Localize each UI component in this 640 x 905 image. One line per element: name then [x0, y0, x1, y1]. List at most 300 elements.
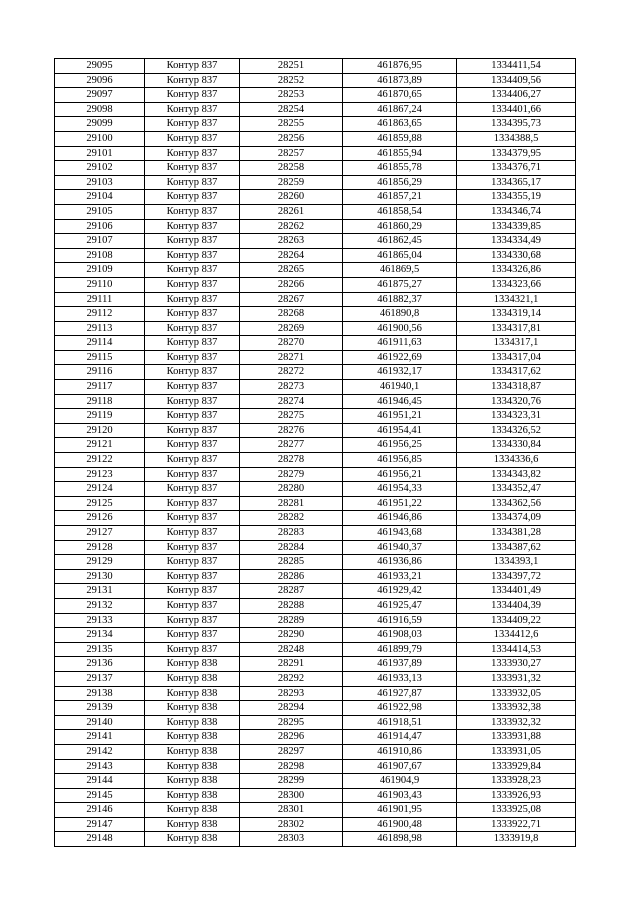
- point-number-cell: 28284: [240, 540, 343, 555]
- x-coordinate-cell: 461927,87: [343, 686, 457, 701]
- y-coordinate-cell: 1334317,1: [457, 336, 576, 351]
- row-number-cell: 29128: [55, 540, 145, 555]
- table-row: [55, 803, 576, 818]
- contour-name-cell: Контур 837: [145, 365, 240, 380]
- point-number-cell: 28288: [240, 598, 343, 613]
- contour-name-cell: Контур 838: [145, 803, 240, 818]
- y-coordinate-cell: 1334395,73: [457, 117, 576, 132]
- row-number-cell: 29113: [55, 321, 145, 336]
- contour-name-cell: Контур 838: [145, 817, 240, 832]
- y-coordinate-cell: 1334387,62: [457, 540, 576, 555]
- point-number-cell: 28287: [240, 584, 343, 599]
- contour-name-cell: Контур 837: [145, 219, 240, 234]
- point-number-cell: 28285: [240, 555, 343, 570]
- x-coordinate-cell: 461946,45: [343, 394, 457, 409]
- table-row: [55, 715, 576, 730]
- x-coordinate-cell: 461876,95: [343, 59, 457, 74]
- row-number-cell: 29098: [55, 102, 145, 117]
- x-coordinate-cell: 461943,68: [343, 526, 457, 541]
- contour-name-cell: Контур 837: [145, 234, 240, 249]
- x-coordinate-cell: 461951,21: [343, 409, 457, 424]
- contour-name-cell: Контур 837: [145, 59, 240, 74]
- contour-name-cell: Контур 837: [145, 526, 240, 541]
- table-row: [55, 686, 576, 701]
- x-coordinate-cell: 461907,67: [343, 759, 457, 774]
- x-coordinate-cell: 461865,04: [343, 248, 457, 263]
- point-number-cell: 28290: [240, 628, 343, 643]
- contour-name-cell: Контур 837: [145, 409, 240, 424]
- point-number-cell: 28294: [240, 701, 343, 716]
- point-number-cell: 28289: [240, 613, 343, 628]
- y-coordinate-cell: 1334409,22: [457, 613, 576, 628]
- point-number-cell: 28264: [240, 248, 343, 263]
- table-row: [55, 190, 576, 205]
- contour-name-cell: Контур 837: [145, 277, 240, 292]
- x-coordinate-cell: 461867,24: [343, 102, 457, 117]
- y-coordinate-cell: 1333929,84: [457, 759, 576, 774]
- contour-name-cell: Контур 837: [145, 394, 240, 409]
- table-row: [55, 730, 576, 745]
- y-coordinate-cell: 1334365,17: [457, 175, 576, 190]
- point-number-cell: 28291: [240, 657, 343, 672]
- x-coordinate-cell: 461933,21: [343, 569, 457, 584]
- y-coordinate-cell: 1334414,53: [457, 642, 576, 657]
- contour-name-cell: Контур 838: [145, 686, 240, 701]
- table-row: [55, 131, 576, 146]
- row-number-cell: 29097: [55, 88, 145, 103]
- row-number-cell: 29118: [55, 394, 145, 409]
- x-coordinate-cell: 461956,25: [343, 438, 457, 453]
- row-number-cell: 29096: [55, 73, 145, 88]
- table-row: [55, 453, 576, 468]
- y-coordinate-cell: 1333928,23: [457, 774, 576, 789]
- y-coordinate-cell: 1334376,71: [457, 161, 576, 176]
- x-coordinate-cell: 461929,42: [343, 584, 457, 599]
- contour-name-cell: Контур 838: [145, 759, 240, 774]
- point-number-cell: 28253: [240, 88, 343, 103]
- y-coordinate-cell: 1333932,05: [457, 686, 576, 701]
- y-coordinate-cell: 1334388,5: [457, 131, 576, 146]
- contour-name-cell: Контур 838: [145, 788, 240, 803]
- row-number-cell: 29121: [55, 438, 145, 453]
- table-body: [55, 59, 576, 847]
- x-coordinate-cell: 461910,86: [343, 744, 457, 759]
- x-coordinate-cell: 461900,48: [343, 817, 457, 832]
- contour-name-cell: Контур 837: [145, 642, 240, 657]
- table-row: [55, 248, 576, 263]
- row-number-cell: 29142: [55, 744, 145, 759]
- contour-name-cell: Контур 838: [145, 832, 240, 847]
- x-coordinate-cell: 461954,33: [343, 482, 457, 497]
- point-number-cell: 28293: [240, 686, 343, 701]
- y-coordinate-cell: 1334397,72: [457, 569, 576, 584]
- row-number-cell: 29106: [55, 219, 145, 234]
- contour-name-cell: Контур 837: [145, 555, 240, 570]
- table-row: [55, 671, 576, 686]
- coordinates-table: [54, 58, 576, 847]
- row-number-cell: 29141: [55, 730, 145, 745]
- point-number-cell: 28296: [240, 730, 343, 745]
- x-coordinate-cell: 461904,9: [343, 774, 457, 789]
- x-coordinate-cell: 461918,51: [343, 715, 457, 730]
- row-number-cell: 29122: [55, 453, 145, 468]
- y-coordinate-cell: 1334401,49: [457, 584, 576, 599]
- contour-name-cell: Контур 837: [145, 248, 240, 263]
- point-number-cell: 28254: [240, 102, 343, 117]
- y-coordinate-cell: 1334406,27: [457, 88, 576, 103]
- row-number-cell: 29140: [55, 715, 145, 730]
- contour-name-cell: Контур 838: [145, 730, 240, 745]
- table-row: [55, 277, 576, 292]
- row-number-cell: 29132: [55, 598, 145, 613]
- row-number-cell: 29147: [55, 817, 145, 832]
- y-coordinate-cell: 1334318,87: [457, 380, 576, 395]
- y-coordinate-cell: 1333931,32: [457, 671, 576, 686]
- y-coordinate-cell: 1334317,62: [457, 365, 576, 380]
- y-coordinate-cell: 1334346,74: [457, 204, 576, 219]
- contour-name-cell: Контур 837: [145, 438, 240, 453]
- table-row: [55, 234, 576, 249]
- contour-name-cell: Контур 837: [145, 292, 240, 307]
- x-coordinate-cell: 461856,29: [343, 175, 457, 190]
- contour-name-cell: Контур 837: [145, 336, 240, 351]
- point-number-cell: 28258: [240, 161, 343, 176]
- table-row: [55, 438, 576, 453]
- contour-name-cell: Контур 837: [145, 263, 240, 278]
- x-coordinate-cell: 461933,13: [343, 671, 457, 686]
- y-coordinate-cell: 1334330,84: [457, 438, 576, 453]
- row-number-cell: 29117: [55, 380, 145, 395]
- x-coordinate-cell: 461859,88: [343, 131, 457, 146]
- contour-name-cell: Контур 837: [145, 204, 240, 219]
- x-coordinate-cell: 461956,21: [343, 467, 457, 482]
- contour-name-cell: Контур 838: [145, 657, 240, 672]
- y-coordinate-cell: 1334339,85: [457, 219, 576, 234]
- table-row: [55, 598, 576, 613]
- contour-name-cell: Контур 837: [145, 511, 240, 526]
- row-number-cell: 29107: [55, 234, 145, 249]
- x-coordinate-cell: 461916,59: [343, 613, 457, 628]
- x-coordinate-cell: 461860,29: [343, 219, 457, 234]
- point-number-cell: 28268: [240, 307, 343, 322]
- row-number-cell: 29126: [55, 511, 145, 526]
- row-number-cell: 29099: [55, 117, 145, 132]
- y-coordinate-cell: 1334412,6: [457, 628, 576, 643]
- contour-name-cell: Контур 837: [145, 88, 240, 103]
- table-row: [55, 788, 576, 803]
- x-coordinate-cell: 461914,47: [343, 730, 457, 745]
- point-number-cell: 28256: [240, 131, 343, 146]
- y-coordinate-cell: 1334321,1: [457, 292, 576, 307]
- table-row: [55, 657, 576, 672]
- x-coordinate-cell: 461956,85: [343, 453, 457, 468]
- table-row: [55, 161, 576, 176]
- y-coordinate-cell: 1334343,82: [457, 467, 576, 482]
- row-number-cell: 29138: [55, 686, 145, 701]
- row-number-cell: 29103: [55, 175, 145, 190]
- y-coordinate-cell: 1334379,95: [457, 146, 576, 161]
- y-coordinate-cell: 1334355,19: [457, 190, 576, 205]
- y-coordinate-cell: 1333931,05: [457, 744, 576, 759]
- contour-name-cell: Контур 837: [145, 496, 240, 511]
- row-number-cell: 29139: [55, 701, 145, 716]
- table-row: [55, 832, 576, 847]
- y-coordinate-cell: 1334334,49: [457, 234, 576, 249]
- x-coordinate-cell: 461890,8: [343, 307, 457, 322]
- point-number-cell: 28282: [240, 511, 343, 526]
- contour-name-cell: Контур 837: [145, 467, 240, 482]
- row-number-cell: 29129: [55, 555, 145, 570]
- table-row: [55, 73, 576, 88]
- row-number-cell: 29101: [55, 146, 145, 161]
- y-coordinate-cell: 1334326,52: [457, 423, 576, 438]
- y-coordinate-cell: 1334320,76: [457, 394, 576, 409]
- contour-name-cell: Контур 837: [145, 102, 240, 117]
- table-row: [55, 774, 576, 789]
- point-number-cell: 28266: [240, 277, 343, 292]
- x-coordinate-cell: 461873,89: [343, 73, 457, 88]
- point-number-cell: 28279: [240, 467, 343, 482]
- x-coordinate-cell: 461870,65: [343, 88, 457, 103]
- x-coordinate-cell: 461858,54: [343, 204, 457, 219]
- table-row: [55, 613, 576, 628]
- row-number-cell: 29130: [55, 569, 145, 584]
- row-number-cell: 29095: [55, 59, 145, 74]
- y-coordinate-cell: 1334323,31: [457, 409, 576, 424]
- y-coordinate-cell: 1333932,32: [457, 715, 576, 730]
- contour-name-cell: Контур 837: [145, 73, 240, 88]
- x-coordinate-cell: 461946,86: [343, 511, 457, 526]
- y-coordinate-cell: 1334317,81: [457, 321, 576, 336]
- point-number-cell: 28303: [240, 832, 343, 847]
- y-coordinate-cell: 1334393,1: [457, 555, 576, 570]
- contour-name-cell: Контур 838: [145, 744, 240, 759]
- row-number-cell: 29116: [55, 365, 145, 380]
- table-row: [55, 759, 576, 774]
- row-number-cell: 29110: [55, 277, 145, 292]
- contour-name-cell: Контур 838: [145, 671, 240, 686]
- point-number-cell: 28271: [240, 350, 343, 365]
- y-coordinate-cell: 1334323,66: [457, 277, 576, 292]
- contour-name-cell: Контур 837: [145, 146, 240, 161]
- y-coordinate-cell: 1333931,88: [457, 730, 576, 745]
- x-coordinate-cell: 461855,94: [343, 146, 457, 161]
- row-number-cell: 29145: [55, 788, 145, 803]
- table-row: [55, 467, 576, 482]
- row-number-cell: 29120: [55, 423, 145, 438]
- table-row: [55, 88, 576, 103]
- y-coordinate-cell: 1333922,71: [457, 817, 576, 832]
- contour-name-cell: Контур 837: [145, 117, 240, 132]
- table-row: [55, 59, 576, 74]
- point-number-cell: 28252: [240, 73, 343, 88]
- table-row: [55, 526, 576, 541]
- contour-name-cell: Контур 837: [145, 453, 240, 468]
- table-row: [55, 482, 576, 497]
- contour-name-cell: Контур 837: [145, 628, 240, 643]
- y-coordinate-cell: 1334336,6: [457, 453, 576, 468]
- table-row: [55, 496, 576, 511]
- row-number-cell: 29123: [55, 467, 145, 482]
- row-number-cell: 29136: [55, 657, 145, 672]
- y-coordinate-cell: 1334381,28: [457, 526, 576, 541]
- row-number-cell: 29131: [55, 584, 145, 599]
- row-number-cell: 29127: [55, 526, 145, 541]
- row-number-cell: 29105: [55, 204, 145, 219]
- y-coordinate-cell: 1334317,04: [457, 350, 576, 365]
- table-row: [55, 555, 576, 570]
- point-number-cell: 28270: [240, 336, 343, 351]
- point-number-cell: 28286: [240, 569, 343, 584]
- table-row: [55, 365, 576, 380]
- x-coordinate-cell: 461862,45: [343, 234, 457, 249]
- contour-name-cell: Контур 837: [145, 569, 240, 584]
- table-row: [55, 219, 576, 234]
- contour-name-cell: Контур 837: [145, 482, 240, 497]
- point-number-cell: 28295: [240, 715, 343, 730]
- row-number-cell: 29112: [55, 307, 145, 322]
- contour-name-cell: Контур 837: [145, 350, 240, 365]
- x-coordinate-cell: 461936,86: [343, 555, 457, 570]
- point-number-cell: 28273: [240, 380, 343, 395]
- y-coordinate-cell: 1334411,54: [457, 59, 576, 74]
- y-coordinate-cell: 1334326,86: [457, 263, 576, 278]
- y-coordinate-cell: 1333919,8: [457, 832, 576, 847]
- contour-name-cell: Контур 837: [145, 307, 240, 322]
- table-row: [55, 263, 576, 278]
- x-coordinate-cell: 461937,89: [343, 657, 457, 672]
- point-number-cell: 28257: [240, 146, 343, 161]
- row-number-cell: 29111: [55, 292, 145, 307]
- row-number-cell: 29100: [55, 131, 145, 146]
- table-row: [55, 117, 576, 132]
- table-row: [55, 146, 576, 161]
- table-row: [55, 511, 576, 526]
- row-number-cell: 29114: [55, 336, 145, 351]
- table-row: [55, 540, 576, 555]
- table-row: [55, 307, 576, 322]
- table-row: [55, 569, 576, 584]
- contour-name-cell: Контур 838: [145, 774, 240, 789]
- row-number-cell: 29125: [55, 496, 145, 511]
- point-number-cell: 28280: [240, 482, 343, 497]
- y-coordinate-cell: 1334319,14: [457, 307, 576, 322]
- x-coordinate-cell: 461932,17: [343, 365, 457, 380]
- row-number-cell: 29102: [55, 161, 145, 176]
- contour-name-cell: Контур 837: [145, 380, 240, 395]
- point-number-cell: 28299: [240, 774, 343, 789]
- point-number-cell: 28275: [240, 409, 343, 424]
- x-coordinate-cell: 461875,27: [343, 277, 457, 292]
- x-coordinate-cell: 461869,5: [343, 263, 457, 278]
- table-row: [55, 394, 576, 409]
- contour-name-cell: Контур 837: [145, 598, 240, 613]
- y-coordinate-cell: 1334404,39: [457, 598, 576, 613]
- y-coordinate-cell: 1333925,08: [457, 803, 576, 818]
- contour-name-cell: Контур 837: [145, 131, 240, 146]
- row-number-cell: 29133: [55, 613, 145, 628]
- point-number-cell: 28300: [240, 788, 343, 803]
- table-row: [55, 350, 576, 365]
- point-number-cell: 28248: [240, 642, 343, 657]
- x-coordinate-cell: 461951,22: [343, 496, 457, 511]
- x-coordinate-cell: 461911,63: [343, 336, 457, 351]
- point-number-cell: 28251: [240, 59, 343, 74]
- contour-name-cell: Контур 837: [145, 423, 240, 438]
- y-coordinate-cell: 1334362,56: [457, 496, 576, 511]
- y-coordinate-cell: 1333932,38: [457, 701, 576, 716]
- point-number-cell: 28272: [240, 365, 343, 380]
- x-coordinate-cell: 461922,69: [343, 350, 457, 365]
- x-coordinate-cell: 461922,98: [343, 701, 457, 716]
- point-number-cell: 28274: [240, 394, 343, 409]
- table-row: [55, 175, 576, 190]
- x-coordinate-cell: 461900,56: [343, 321, 457, 336]
- y-coordinate-cell: 1334374,09: [457, 511, 576, 526]
- row-number-cell: 29144: [55, 774, 145, 789]
- x-coordinate-cell: 461899,79: [343, 642, 457, 657]
- table-row: [55, 336, 576, 351]
- y-coordinate-cell: 1334401,66: [457, 102, 576, 117]
- row-number-cell: 29124: [55, 482, 145, 497]
- row-number-cell: 29119: [55, 409, 145, 424]
- x-coordinate-cell: 461940,37: [343, 540, 457, 555]
- contour-name-cell: Контур 837: [145, 161, 240, 176]
- point-number-cell: 28297: [240, 744, 343, 759]
- y-coordinate-cell: 1334330,68: [457, 248, 576, 263]
- table-row: [55, 584, 576, 599]
- x-coordinate-cell: 461855,78: [343, 161, 457, 176]
- point-number-cell: 28259: [240, 175, 343, 190]
- y-coordinate-cell: 1334352,47: [457, 482, 576, 497]
- x-coordinate-cell: 461903,43: [343, 788, 457, 803]
- point-number-cell: 28302: [240, 817, 343, 832]
- row-number-cell: 29108: [55, 248, 145, 263]
- contour-name-cell: Контур 837: [145, 613, 240, 628]
- point-number-cell: 28277: [240, 438, 343, 453]
- x-coordinate-cell: 461882,37: [343, 292, 457, 307]
- y-coordinate-cell: 1334409,56: [457, 73, 576, 88]
- table-row: [55, 292, 576, 307]
- point-number-cell: 28263: [240, 234, 343, 249]
- point-number-cell: 28267: [240, 292, 343, 307]
- contour-name-cell: Контур 837: [145, 190, 240, 205]
- contour-name-cell: Контур 837: [145, 584, 240, 599]
- point-number-cell: 28278: [240, 453, 343, 468]
- point-number-cell: 28283: [240, 526, 343, 541]
- row-number-cell: 29148: [55, 832, 145, 847]
- point-number-cell: 28260: [240, 190, 343, 205]
- table-row: [55, 817, 576, 832]
- point-number-cell: 28255: [240, 117, 343, 132]
- x-coordinate-cell: 461954,41: [343, 423, 457, 438]
- x-coordinate-cell: 461898,98: [343, 832, 457, 847]
- point-number-cell: 28276: [240, 423, 343, 438]
- point-number-cell: 28262: [240, 219, 343, 234]
- point-number-cell: 28298: [240, 759, 343, 774]
- y-coordinate-cell: 1333930,27: [457, 657, 576, 672]
- x-coordinate-cell: 461908,03: [343, 628, 457, 643]
- contour-name-cell: Контур 837: [145, 540, 240, 555]
- contour-name-cell: Контур 837: [145, 321, 240, 336]
- table-row: [55, 102, 576, 117]
- table-row: [55, 204, 576, 219]
- table-row: [55, 744, 576, 759]
- contour-name-cell: Контур 838: [145, 715, 240, 730]
- x-coordinate-cell: 461857,21: [343, 190, 457, 205]
- point-number-cell: 28281: [240, 496, 343, 511]
- x-coordinate-cell: 461940,1: [343, 380, 457, 395]
